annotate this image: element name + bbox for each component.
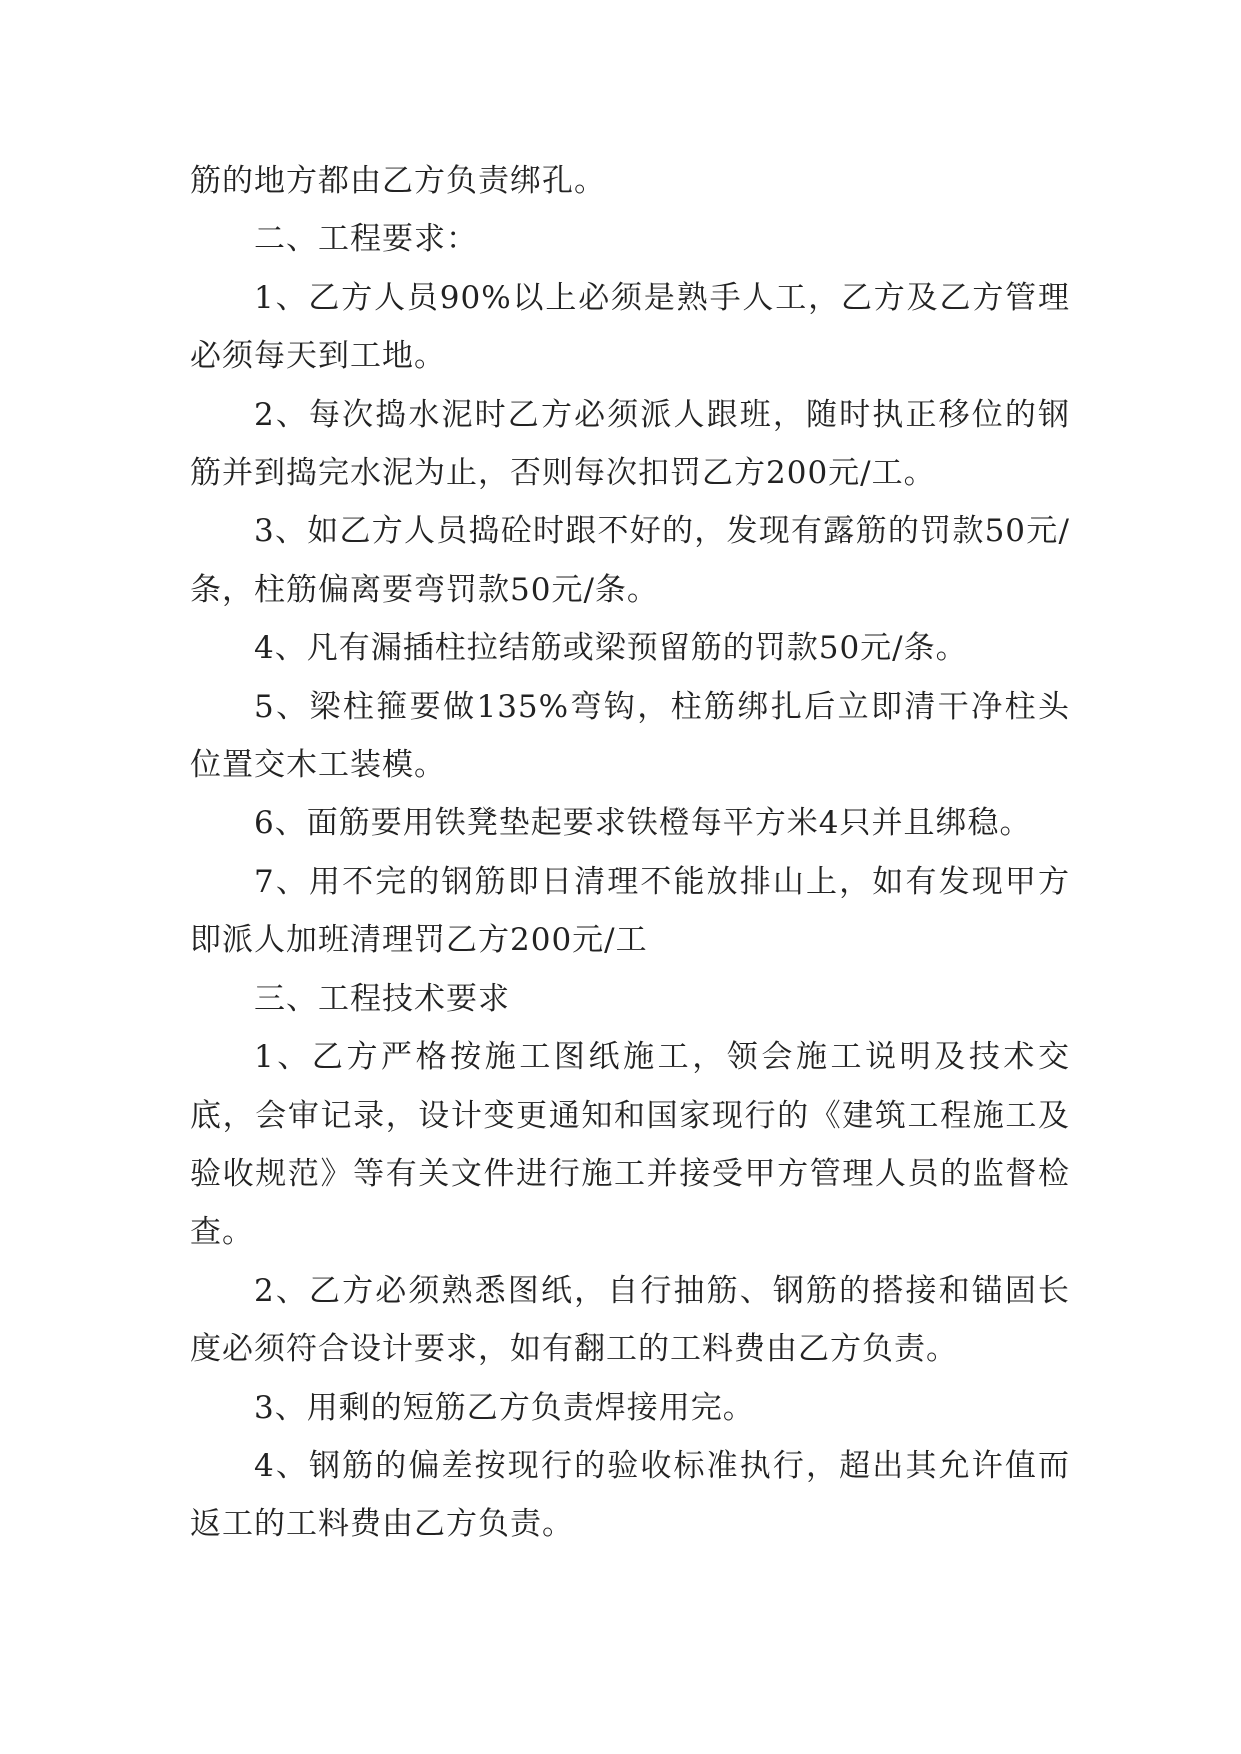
paragraph-item-3-3: 3、用剩的短筋乙方负责焊接用完。 bbox=[254, 1389, 755, 1426]
paragraph-item-2-2: 2、每次捣水泥时乙方必须派人跟班，随时执正移位的钢筋并到捣完水泥为止，否则每次扣罚乙方200元/工。 bbox=[190, 396, 1070, 492]
paragraph-item-3-4: 4、钢筋的偏差按现行的验收标准执行，超出其允许值而返工的工料费由乙方负责。 bbox=[190, 1447, 1070, 1543]
paragraph-item-2-6: 6、面筋要用铁凳垫起要求铁橙每平方米4只并且绑稳。 bbox=[254, 805, 1032, 842]
paragraph-item-2-5: 5、梁柱箍要做135%弯钩，柱筋绑扎后立即清干净柱头位置交木工装模。 bbox=[190, 688, 1070, 784]
section-heading-2: 二、工程要求： bbox=[254, 221, 478, 258]
paragraph-item-2-7: 7、用不完的钢筋即日清理不能放排山上，如有发现甲方即派人加班清理罚乙方200元/工 bbox=[190, 863, 1070, 959]
paragraph-item-3-2: 2、乙方必须熟悉图纸，自行抽筋、钢筋的搭接和锚固长度必须符合设计要求，如有翻工的工料费由乙方负责。 bbox=[190, 1272, 1070, 1368]
paragraph-item-2-3: 3、如乙方人员捣砼时跟不好的，发现有露筋的罚款50元/条，柱筋偏离要弯罚款50元/条。 bbox=[190, 513, 1070, 608]
section-heading-3: 三、工程技术要求 bbox=[254, 980, 510, 1017]
paragraph-item-2-1: 1、乙方人员90%以上必须是熟手人工，乙方及乙方管理必须每天到工地。 bbox=[190, 279, 1070, 375]
paragraph-item-2-4: 4、凡有漏插柱拉结筋或梁预留筋的罚款50元/条。 bbox=[254, 630, 968, 667]
paragraph-continuation: 筋的地方都由乙方负责绑孔。 bbox=[190, 163, 606, 199]
paragraph-item-3-1: 1、乙方严格按施工图纸施工，领会施工说明及技术交底，会审记录，设计变更通知和国家现行的《建筑工程施工及验收规范》等有关文件进行施工并接受甲方管理人员的监督检查。 bbox=[190, 1039, 1070, 1251]
document-body bbox=[190, 152, 1070, 1554]
